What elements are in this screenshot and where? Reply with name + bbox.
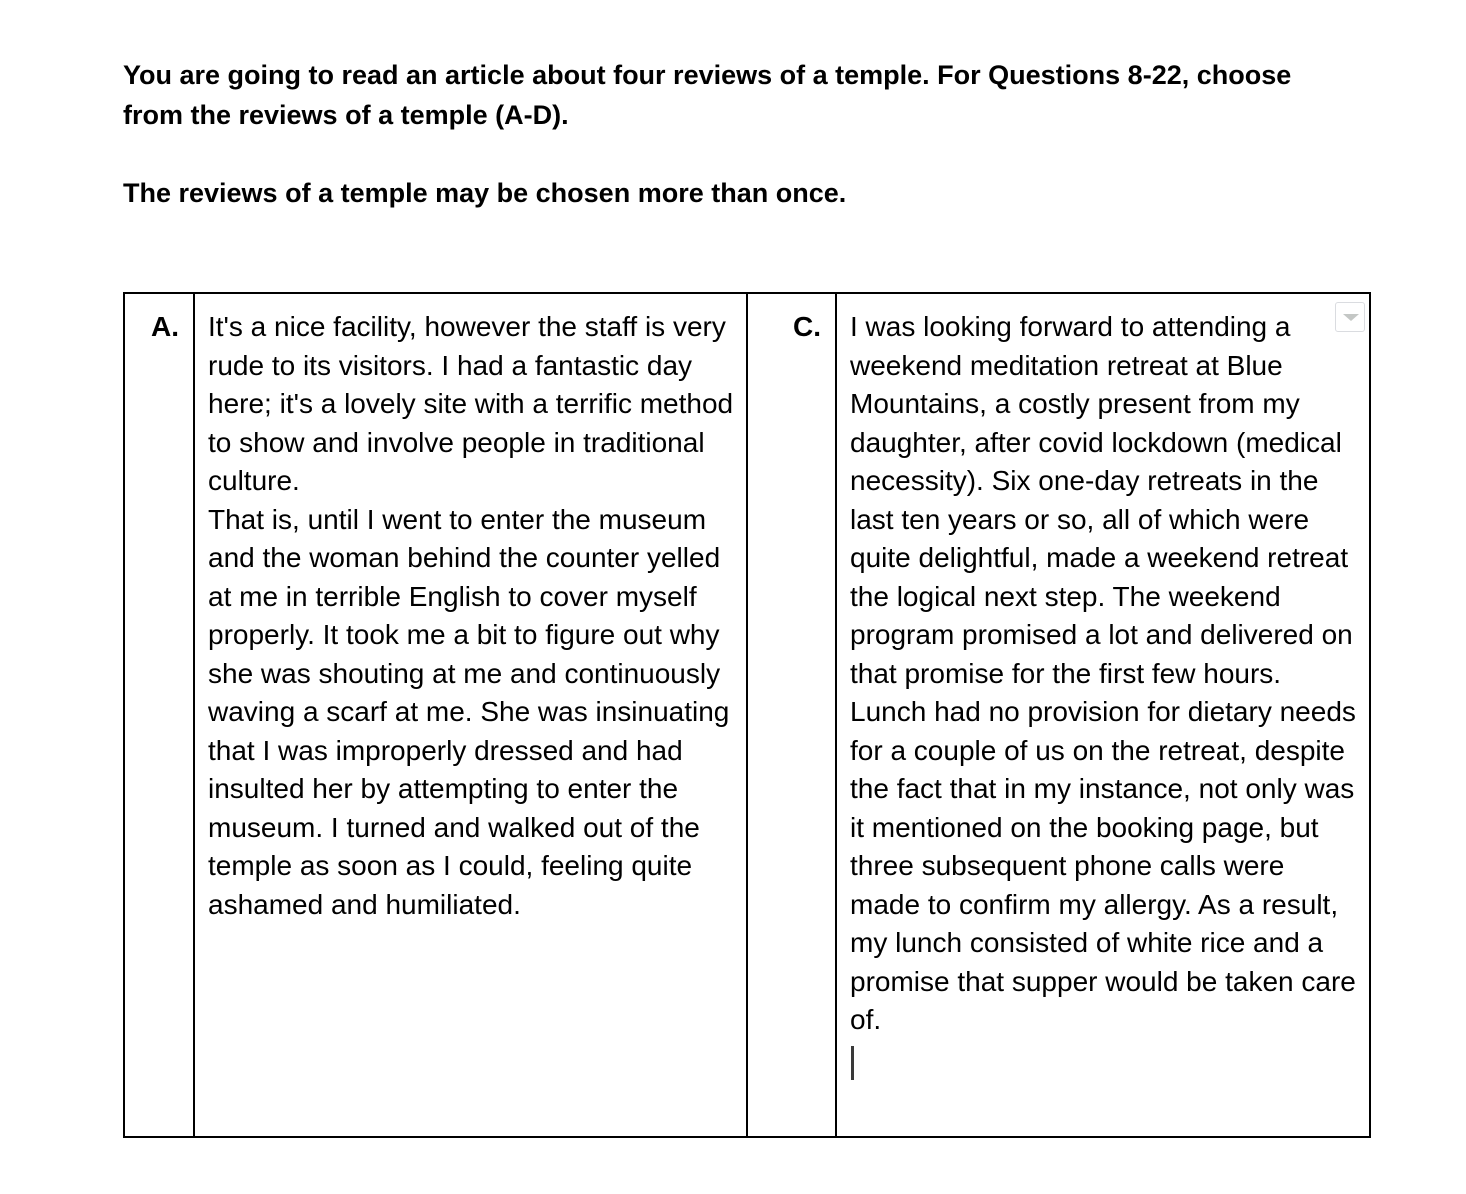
review-c-text-cell[interactable]	[836, 293, 1370, 1137]
review-a-paragraph-1: It's a nice facility, however the staff is very rude to its visitors. I had a fantastic day here; it's a lovely site with a terrific method to show and involve people in traditional culture.	[208, 311, 734, 496]
review-a-letter: A.	[124, 293, 194, 1137]
chevron-down-icon[interactable]	[1335, 302, 1365, 332]
instructions-line-2: The reviews of a temple may be chosen more than once.	[123, 178, 847, 208]
table-row	[124, 293, 1370, 1137]
reviews-table	[123, 292, 1371, 1138]
instructions	[123, 55, 1323, 213]
review-a-text-cell[interactable]	[194, 293, 747, 1137]
review-c-letter: C.	[747, 293, 836, 1137]
review-a-paragraph-2: That is, until I went to enter the museum and the woman behind the counter yelled at me in terrible English to cover myself properly. It took me a bit to figure out why she was shouting at me and continuously waving a scarf at me. She was insinuating that I was improperly dressed and had insulted her by attempting to enter the museum. I turned and walked out of the temple as soon as I could, feeling quite ashamed and humiliated.	[208, 503, 730, 920]
instructions-line-1: You are going to read an article about four reviews of a temple. For Questions 8-22, choose from the reviews of a temple (A-D).	[123, 60, 1292, 130]
review-c-paragraph-1: I was looking forward to attending a weekend meditation retreat at Blue Mountains, a costly present from my daughter, after covid lockdown (medical necessity). Six one-day retreats in the last ten years or so, all of which were quite delightful, made a weekend retreat the logical next step. The weekend program promised a lot and delivered on that promise for the first few hours. Lunch had no provision for dietary needs for a couple of us on the retreat, despite the fact that in my instance, not only was it mentioned on the booking page, but three subsequent phone calls were made to confirm my allergy. As a result, my lunch consisted of white rice and a promise that supper would be taken care of.	[850, 311, 1356, 1035]
text-cursor-icon	[851, 1046, 854, 1080]
